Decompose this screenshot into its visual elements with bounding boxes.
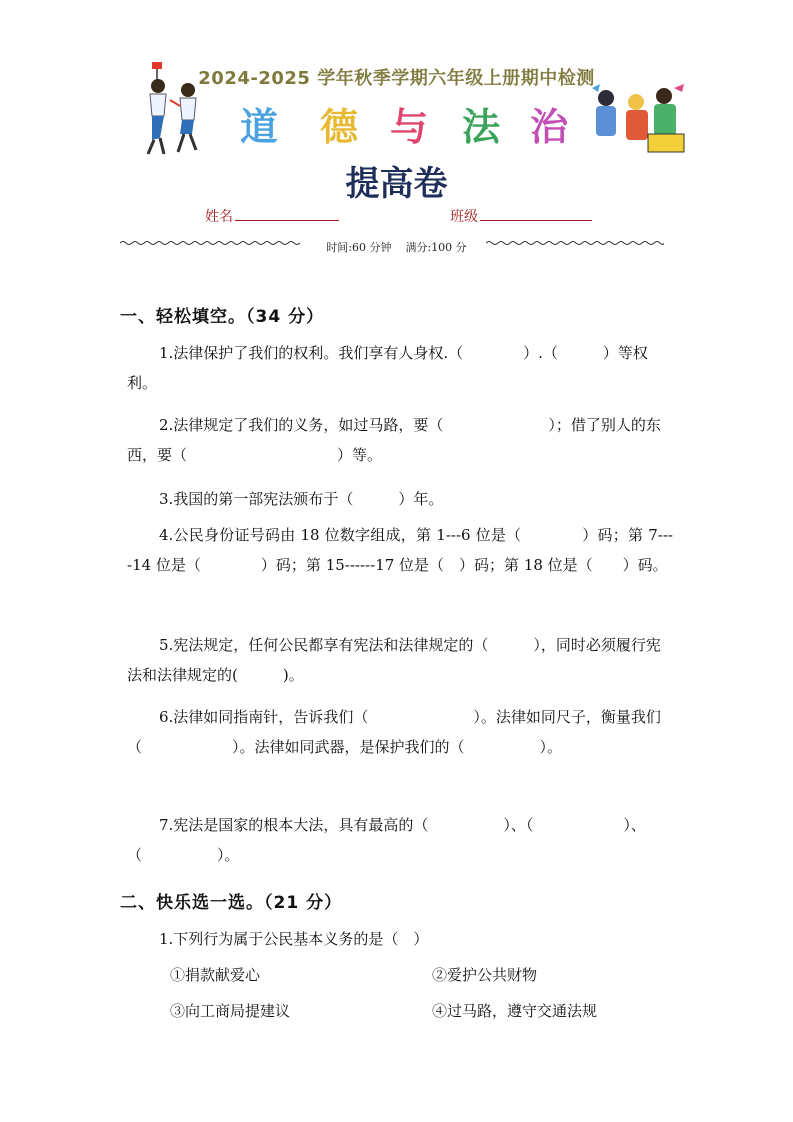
name-blank[interactable]	[235, 208, 339, 221]
section-2-question-1	[127, 924, 673, 954]
section-1-question-4	[127, 520, 673, 580]
option-4[interactable]: ④过马路，遵守交通法规	[432, 1002, 598, 1020]
name-label: 姓名	[205, 209, 233, 225]
question-text: 6.法律如同指南针，告诉我们（ ）。法律如同尺子，衡量我们（ ）。法律如同武器，是保护我们的（ ）。	[127, 708, 661, 756]
subject-char-4: 法	[462, 105, 501, 149]
exam-time-info: 时间:60 分钟 满分:100 分	[326, 241, 467, 254]
question-text: 4.公民身份证号码由 18 位数字组成，第 1---6 位是（ ）码；第 7----14 位是（ ）码；第 15------17 位是（ ）码；第 18 位是（ ）码。	[127, 526, 673, 574]
subject-char-5: 治	[530, 105, 569, 149]
section-1-question-7	[127, 810, 673, 870]
section-2-title: 二、快乐选一选。（21 分）	[120, 893, 343, 913]
section-1-question-5	[127, 630, 673, 690]
question-text: 2.法律规定了我们的义务，如过马路，要（ ）；借了别人的东西，要（ ）等。	[127, 416, 661, 464]
subject-title	[240, 96, 570, 149]
question-text: 1.法律保护了我们的权利。我们享有人身权.（ ）.（ ）等权利。	[127, 344, 648, 392]
question-stem: 1.下列行为属于公民基本义务的是（ ）	[159, 930, 429, 948]
option-3[interactable]: ③向工商局提建议	[170, 1002, 291, 1020]
section-1-question-3	[127, 484, 673, 514]
subject-char-1: 道	[240, 105, 279, 149]
section-1-question-1	[127, 338, 673, 398]
section-1-question-2	[127, 410, 673, 470]
section-1-title: 一、轻松填空。（34 分）	[120, 307, 325, 327]
exam-title: 提高卷	[345, 164, 448, 204]
exam-subtitle: 2024-2025 学年秋季学期六年级上册期中检测	[198, 68, 595, 89]
subject-char-3: 与	[390, 105, 429, 149]
question-text: 7.宪法是国家的根本大法，具有最高的（ ）、（ ）、（ ）。	[127, 816, 646, 864]
name-field[interactable]	[205, 206, 339, 226]
option-1[interactable]: ①捐款献爱心	[170, 966, 261, 984]
subject-char-2: 德	[320, 105, 359, 149]
decorative-wavy-line-right	[486, 240, 664, 246]
option-2[interactable]: ②爱护公共财物	[432, 966, 538, 984]
section-1-question-6	[127, 702, 673, 762]
class-blank[interactable]	[480, 208, 592, 221]
question-text: 5.宪法规定，任何公民都享有宪法和法律规定的（ ），同时必须履行宪法和法律规定的( )。	[127, 636, 661, 684]
class-label: 班级	[450, 209, 478, 225]
class-field[interactable]	[450, 206, 592, 226]
children-cheering-illustration	[588, 84, 688, 156]
question-text: 3.我国的第一部宪法颁布于（ ）年。	[159, 490, 444, 508]
